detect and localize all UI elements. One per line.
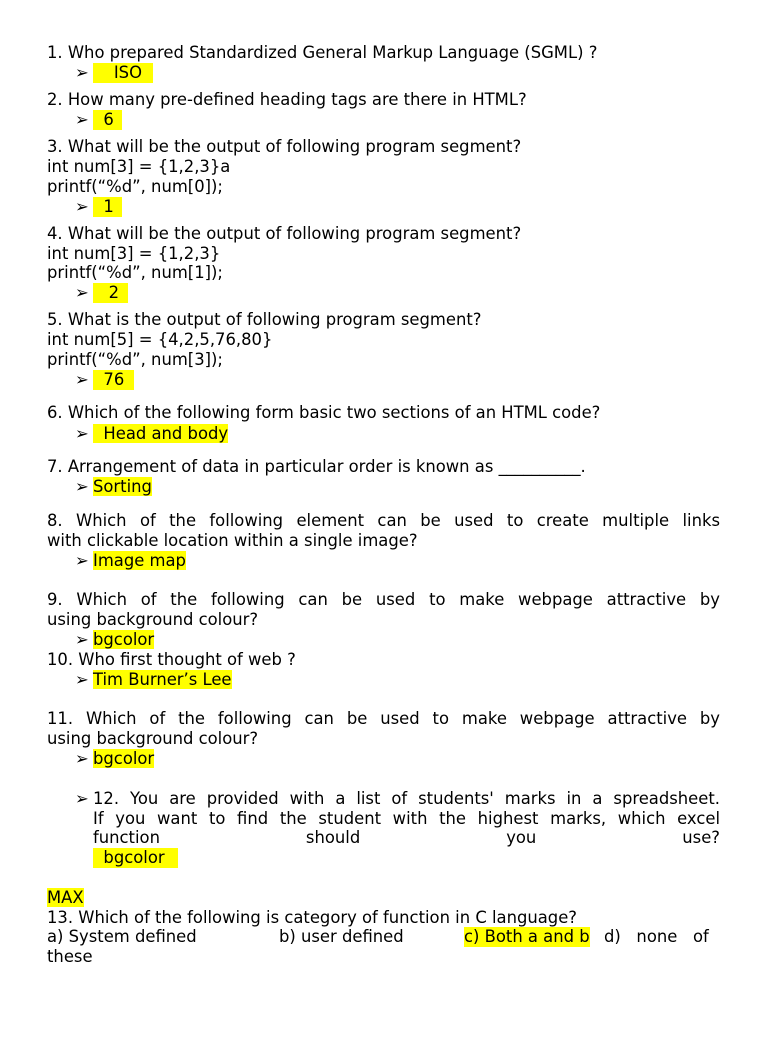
question-6: 6. Which of the following form basic two sections of an HTML code? xyxy=(47,403,601,422)
arrow-bullet-icon: ➢ xyxy=(75,63,89,82)
code-5-line2: printf(“%d”, num[3]); xyxy=(47,350,223,369)
code-3-line1: int num[3] = {1,2,3}a xyxy=(47,157,231,176)
answer-3 xyxy=(75,197,122,217)
question-11-line2: using background colour? xyxy=(47,729,259,748)
answer-2-text: 6 xyxy=(93,110,122,130)
arrow-bullet-icon: ➢ xyxy=(75,749,89,768)
question-1: 1. Who prepared Standardized General Markup Language (SGML) ? xyxy=(47,43,598,62)
option-d-continued: these xyxy=(47,947,93,966)
question-4: 4. What will be the output of following program segment? xyxy=(47,224,522,243)
arrow-bullet-icon: ➢ xyxy=(75,110,89,129)
answer-1 xyxy=(75,63,153,83)
arrow-bullet-icon: ➢ xyxy=(75,630,89,649)
question-10: 10. Who first thought of web ? xyxy=(47,650,296,669)
answer-4-text: 2 xyxy=(93,283,128,303)
answer-12-text: bgcolor xyxy=(93,848,178,868)
question-9-line2: using background colour? xyxy=(47,610,259,629)
answer-9-text: bgcolor xyxy=(93,630,155,649)
question-2: 2. How many pre-defined heading tags are there in HTML? xyxy=(47,90,527,109)
answer-10-text: Tim Burner’s Lee xyxy=(93,670,232,689)
question-3: 3. What will be the output of following program segment? xyxy=(47,137,522,156)
arrow-bullet-icon: ➢ xyxy=(75,283,89,302)
arrow-bullet-icon: ➢ xyxy=(75,477,89,496)
arrow-bullet-icon: ➢ xyxy=(75,424,89,443)
answer-5-text: 76 xyxy=(93,370,134,390)
answer-7 xyxy=(75,477,152,497)
question-12-line3: function should you use? xyxy=(93,828,720,847)
answer-6 xyxy=(75,424,228,444)
answer-8 xyxy=(75,551,186,571)
code-3-line2: printf(“%d”, num[0]); xyxy=(47,177,223,196)
question-11-line1: 11. Which of the following can be used to make webpage attractive by xyxy=(47,709,720,728)
answer-9 xyxy=(75,630,154,650)
answer-11-text: bgcolor xyxy=(93,749,155,768)
question-12-line2: If you want to find the student with the highest marks, which excel xyxy=(93,809,720,828)
code-4-line1: int num[3] = {1,2,3} xyxy=(47,244,221,263)
question-13-options xyxy=(47,927,720,1047)
answer-10 xyxy=(75,670,232,690)
answer-2 xyxy=(75,110,122,130)
question-12-line1: 12. You are provided with a list of students' marks in a spreadsheet. xyxy=(93,789,720,808)
arrow-bullet-icon: ➢ xyxy=(75,670,89,689)
option-b: b) user defined xyxy=(279,927,404,946)
arrow-bullet-icon: ➢ xyxy=(75,370,89,389)
question-13: 13. Which of the following is category of function in C language? xyxy=(47,908,577,927)
answer-6-text: Head and body xyxy=(93,424,229,443)
question-8-line1: 8. Which of the following element can be used to create multiple links xyxy=(47,511,720,530)
question-8-line2: with clickable location within a single image? xyxy=(47,531,418,550)
answer-1-text: ISO xyxy=(93,63,153,83)
answer-7-text: Sorting xyxy=(93,477,152,496)
extra-answer-text: MAX xyxy=(47,888,84,907)
answer-11 xyxy=(75,749,154,769)
arrow-bullet-icon: ➢ xyxy=(75,789,89,808)
extra-answer xyxy=(47,888,84,908)
answer-3-text: 1 xyxy=(93,197,122,217)
answer-4 xyxy=(75,283,128,303)
question-7: 7. Arrangement of data in particular order is known as __________. xyxy=(47,457,586,476)
question-5: 5. What is the output of following program segment? xyxy=(47,310,482,329)
question-9-line1: 9. Which of the following can be used to make webpage attractive by xyxy=(47,590,720,609)
option-a: a) System defined xyxy=(47,927,197,946)
answer-8-text: Image map xyxy=(93,551,186,570)
answer-5 xyxy=(75,370,134,390)
arrow-bullet-icon: ➢ xyxy=(75,197,89,216)
arrow-bullet-icon: ➢ xyxy=(75,551,89,570)
code-4-line2: printf(“%d”, num[1]); xyxy=(47,263,223,282)
option-d: d) none of xyxy=(604,927,709,946)
code-5-line1: int num[5] = {4,2,5,76,80} xyxy=(47,330,273,349)
option-c: c) Both a and b xyxy=(464,927,590,946)
